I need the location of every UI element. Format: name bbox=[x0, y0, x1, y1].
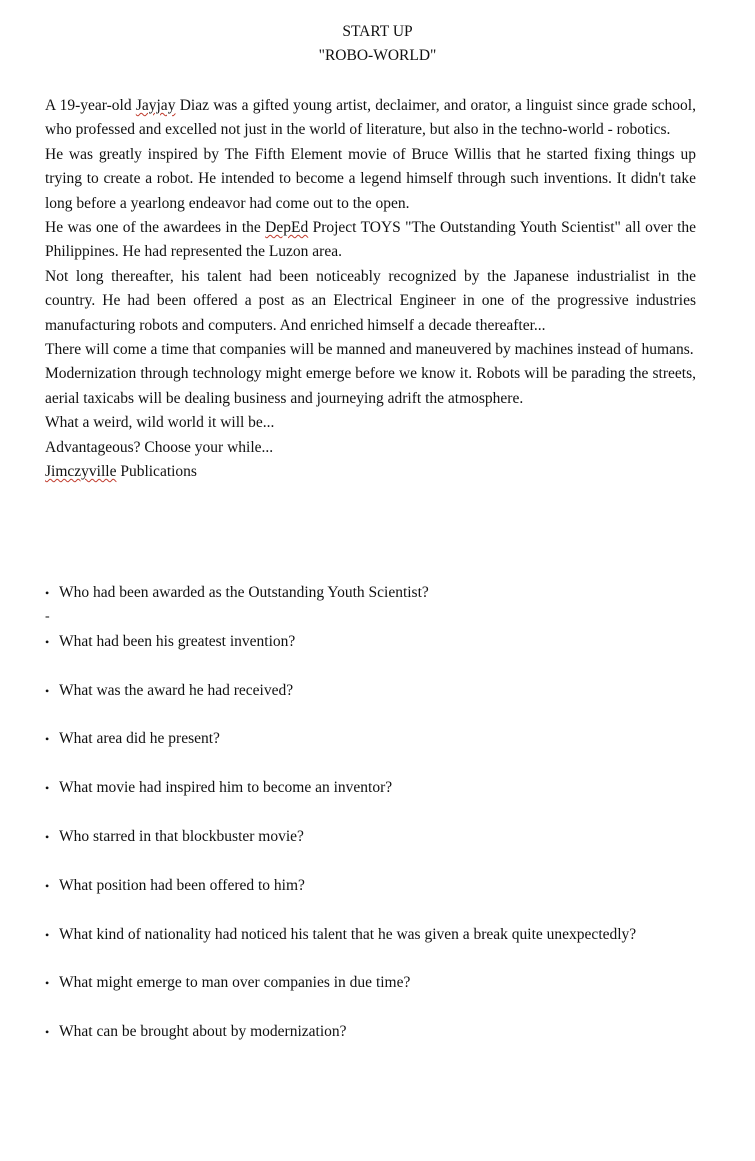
question-item bbox=[45, 630, 725, 654]
story-paragraph-7: What a weird, wild world it will be... bbox=[45, 414, 275, 432]
story-paragraph-8: Advantageous? Choose your while... bbox=[45, 438, 274, 456]
question-item bbox=[45, 923, 725, 947]
bullet-icon: • bbox=[45, 732, 50, 747]
publisher-signature-rest: Publications bbox=[116, 463, 197, 481]
bullet-icon: • bbox=[45, 683, 50, 698]
question-item bbox=[45, 1020, 725, 1044]
bullet-icon: • bbox=[45, 878, 50, 893]
question-text: What might emerge to man over companies in due time? bbox=[59, 974, 411, 992]
story-paragraph-3 bbox=[45, 216, 696, 265]
bullet-icon: • bbox=[45, 829, 50, 844]
question-item bbox=[45, 874, 725, 898]
question-text: What area did he present? bbox=[59, 730, 220, 748]
questions-list bbox=[45, 581, 725, 1069]
question-item bbox=[45, 971, 725, 995]
story-paragraph-2: He was greatly inspired by The Fifth Element movie of Bruce Willis that he started fixing things up trying to create a robot. He intended to become a legend himself through such inventions. It didn't take long before a yearlong endeavor had come out to the open. bbox=[45, 145, 696, 212]
publisher-signature bbox=[45, 460, 696, 484]
story-body bbox=[45, 94, 696, 485]
bullet-icon: • bbox=[45, 927, 50, 942]
question-text: What position had been offered to him? bbox=[59, 876, 305, 894]
story-paragraph-3-start: He was one of the awardees in the bbox=[45, 219, 266, 237]
separator-dash: - bbox=[45, 609, 50, 624]
question-text: What can be brought about by modernization? bbox=[59, 1023, 347, 1041]
question-item bbox=[45, 825, 725, 849]
question-item bbox=[45, 776, 725, 800]
story-paragraph-1 bbox=[45, 94, 696, 143]
question-item bbox=[45, 727, 725, 751]
question-text: What had been his greatest invention? bbox=[59, 632, 296, 650]
story-paragraph-1-start: A 19-year-old bbox=[45, 97, 136, 114]
story-paragraph-5: There will come a time that companies will be manned and maneuvered by machines instead of humans. bbox=[45, 341, 694, 359]
bullet-icon: • bbox=[45, 781, 50, 796]
question-text: Who had been awarded as the Outstanding Youth Scientist? bbox=[59, 584, 429, 601]
question-item bbox=[45, 679, 725, 703]
spellcheck-word-jimczyville: Jimczyville bbox=[45, 463, 117, 481]
question-item bbox=[45, 581, 725, 605]
bullet-icon: • bbox=[45, 586, 50, 600]
story-paragraph-1-rest: Diaz was a gifted young artist, declaimer, and orator, a linguist since grade school, who professed and excelled not just in the world of literature, but also in the techno-world - robotics. bbox=[45, 97, 696, 139]
spellcheck-word-deped: DepEd bbox=[265, 219, 309, 237]
question-text: What movie had inspired him to become an inventor? bbox=[59, 779, 393, 797]
story-paragraph-3-rest: Project TOYS "The Outstanding Youth Scientist" all over the Philippines. He had represented the Luzon area. bbox=[45, 219, 697, 261]
spellcheck-word-jayjay: Jayjay bbox=[135, 97, 176, 114]
question-text: Who starred in that blockbuster movie? bbox=[59, 827, 304, 845]
story-paragraph-6: Modernization through technology might emerge before we know it. Robots will be parading the streets, aerial taxicabs will be dealing business and journeying adrift the atmosphere. bbox=[45, 365, 696, 407]
question-text: What was the award he had received? bbox=[59, 681, 294, 699]
question-text: What kind of nationality had noticed his talent that he was given a break quite unexpectedly? bbox=[59, 925, 637, 943]
bullet-icon: • bbox=[45, 1025, 50, 1040]
bullet-icon: • bbox=[45, 634, 50, 649]
story-paragraph-4: Not long thereafter, his talent had been noticeably recognized by the Japanese industrialist in the country. He had been offered a post as an Electrical Engineer in one of the progressive industries manufacturing robots and computers. And enriched himself a decade thereafter... bbox=[45, 267, 696, 334]
title-block bbox=[0, 20, 755, 68]
bullet-icon: • bbox=[45, 976, 50, 991]
title-start-up: START UP bbox=[342, 23, 413, 40]
title-robo-world: "ROBO-WORLD" bbox=[318, 47, 437, 64]
